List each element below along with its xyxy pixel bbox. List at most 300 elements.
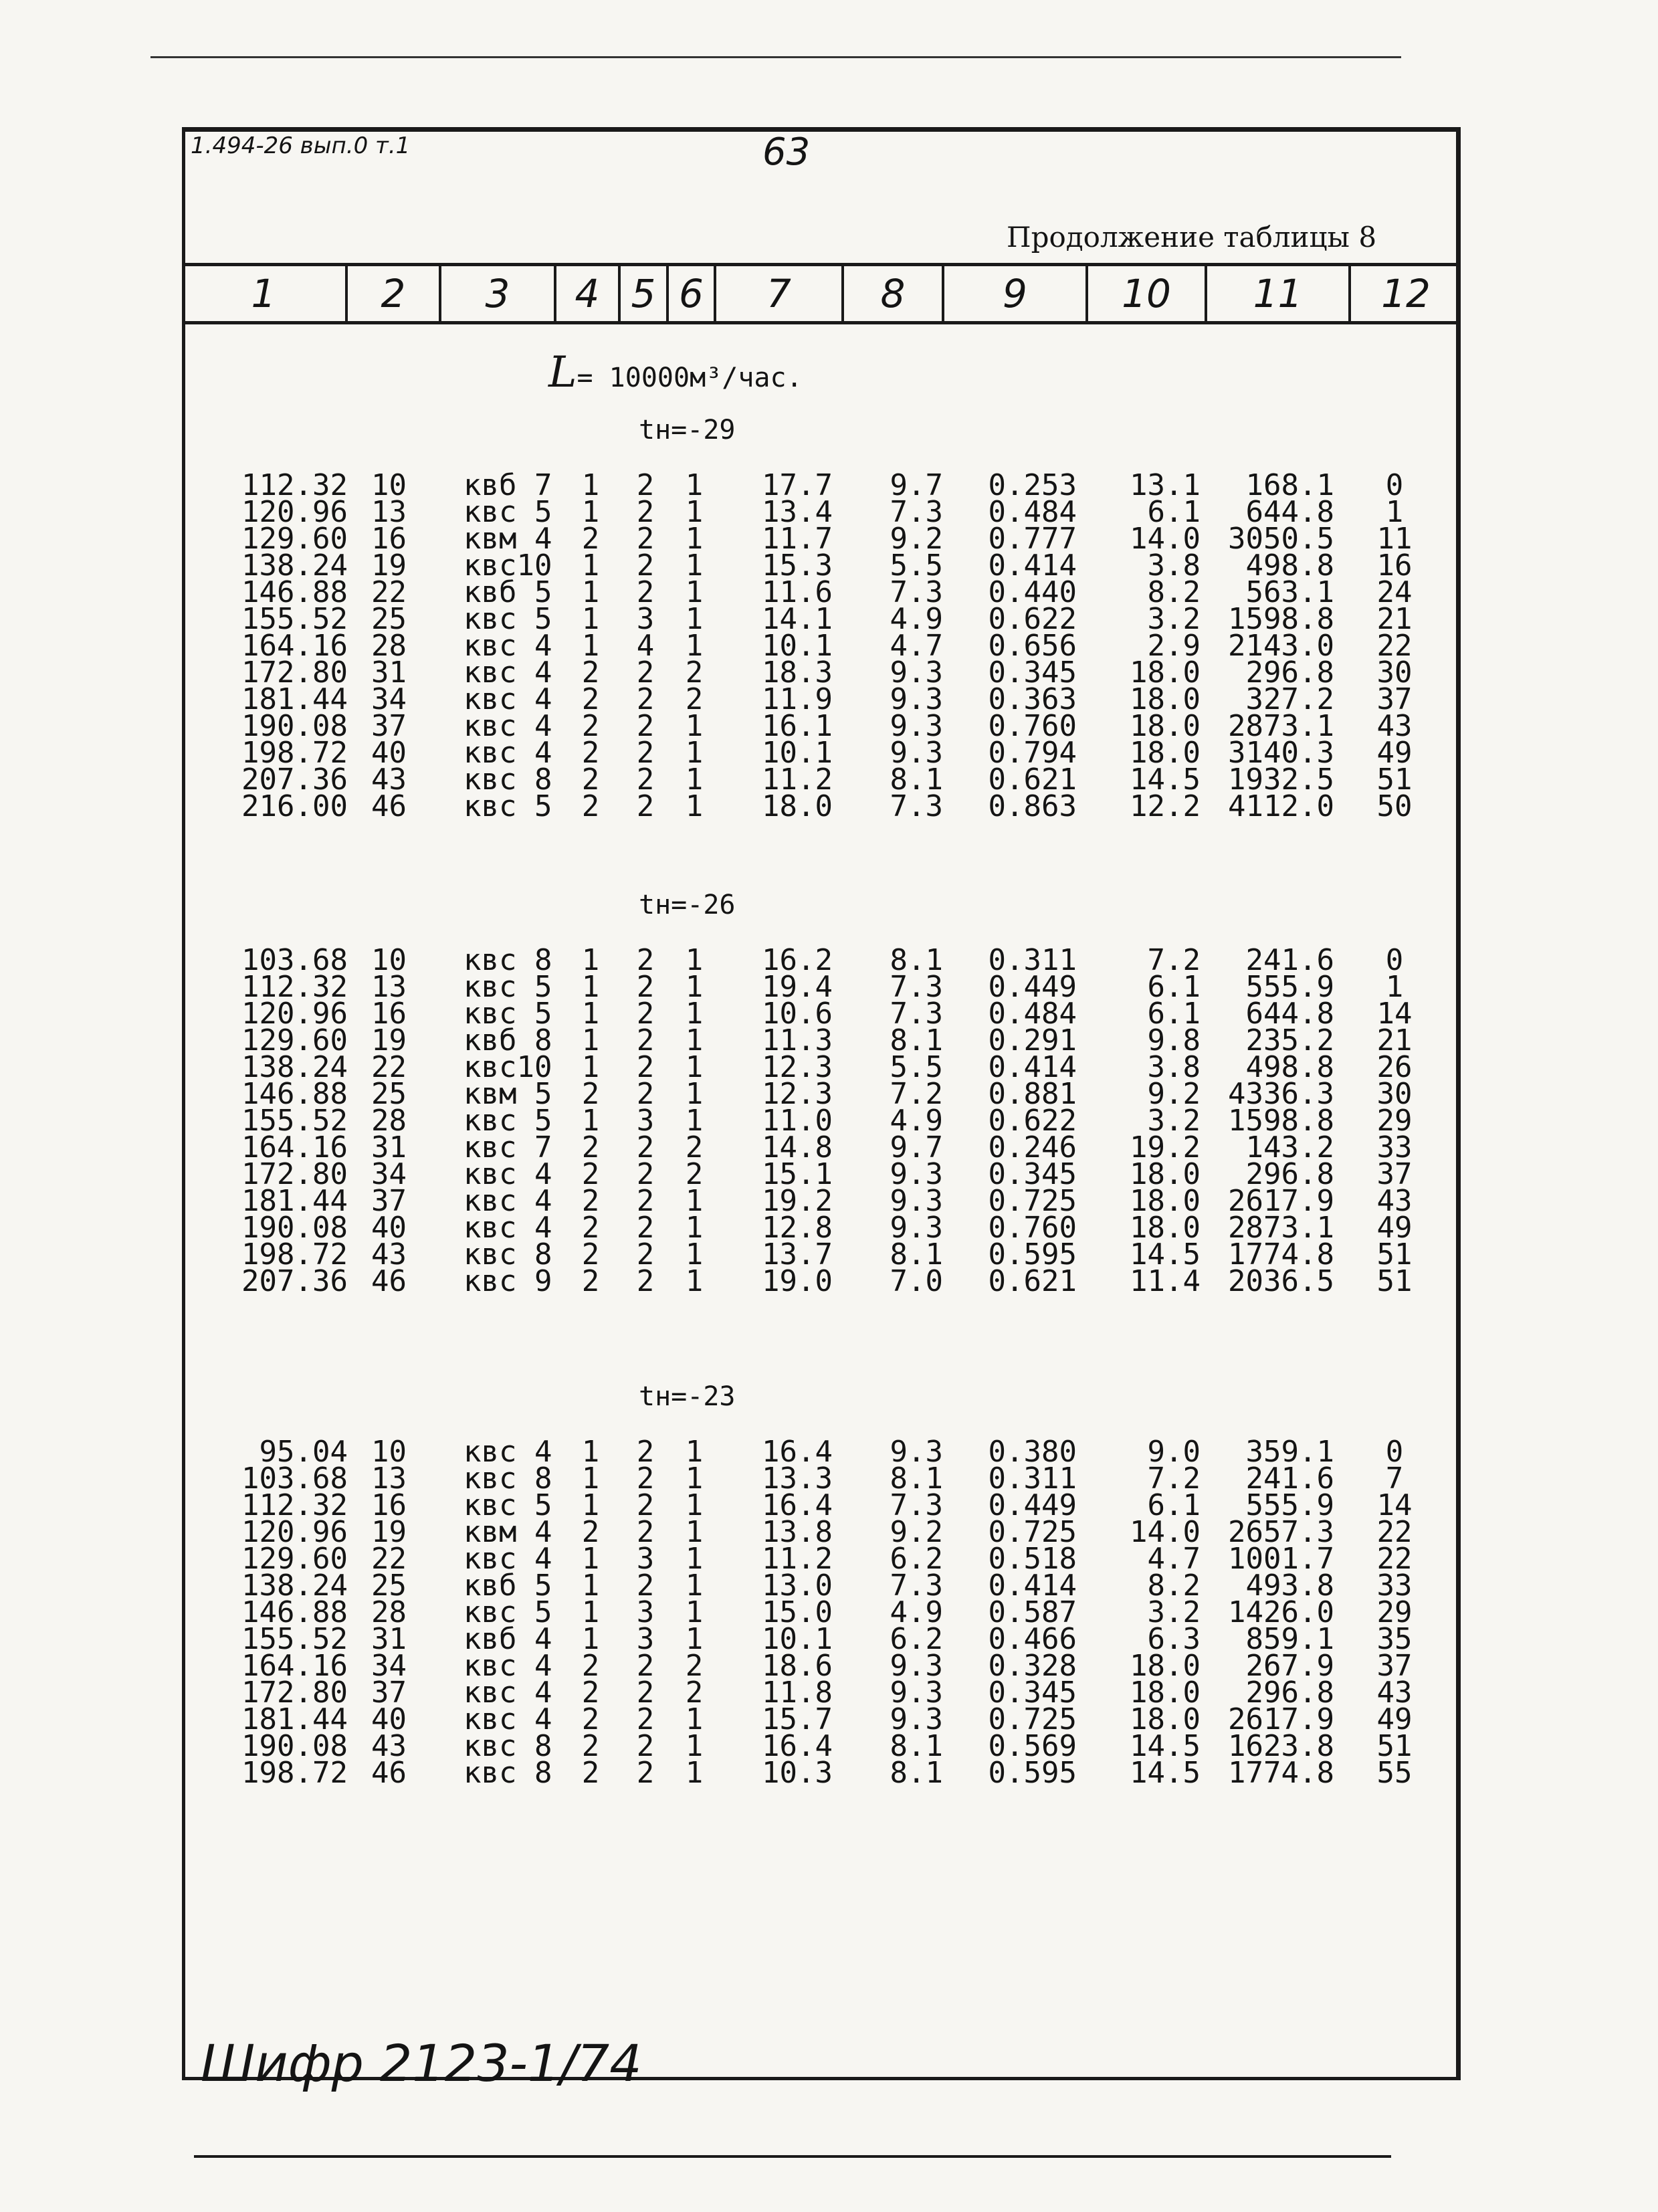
table-cell-col1: 129.60 (241, 1023, 348, 1058)
table-cell-col1: 207.36 (241, 1264, 348, 1298)
table-cell-col6: 1 (685, 1595, 704, 1629)
table-cell-col12: 43 (1376, 1676, 1413, 1710)
table-cell-col6: 1 (685, 1702, 704, 1736)
table-cell-col11: 859.1 (1245, 1622, 1334, 1656)
table-cell-col3: квс 7 (463, 1130, 552, 1165)
table-cell-col6: 1 (685, 629, 704, 663)
table-cell-col7: 19.2 (762, 1184, 833, 1218)
table-cell-col4: 2 (581, 1515, 600, 1549)
table-cell-col9: 0.311 (988, 943, 1077, 977)
table-cell-col3: квм 4 (463, 1515, 552, 1549)
table-cell-col7: 13.8 (762, 1515, 833, 1549)
table-cell-col5: 2 (636, 1023, 655, 1058)
table-cell-col8: 9.3 (890, 682, 943, 716)
table-cell-col1: 164.16 (241, 629, 348, 663)
table-cell-col3: квс 9 (463, 1264, 552, 1298)
table-cell-col8: 6.2 (890, 1622, 943, 1656)
table-cell-col8: 9.3 (890, 736, 943, 770)
table-cell-col11: 296.8 (1245, 1676, 1334, 1710)
table-cell-col3: квб 7 (463, 468, 552, 502)
table-cell-col1: 172.80 (241, 1676, 348, 1710)
table-cell-col6: 1 (685, 1184, 704, 1218)
table-cell-col2: 25 (371, 602, 407, 636)
table-cell-col8: 4.7 (890, 629, 943, 663)
table-cell-col12: 21 (1376, 1023, 1413, 1058)
table-cell-col9: 0.328 (988, 1649, 1077, 1683)
table-cell-col3: квс 4 (463, 1702, 552, 1736)
table-cell-col9: 0.449 (988, 1488, 1077, 1522)
table-cell-col11: 498.8 (1245, 548, 1334, 583)
table-cell-col2: 34 (371, 1649, 407, 1683)
table-cell-col2: 25 (371, 1077, 407, 1111)
table-cell-col6: 1 (685, 1622, 704, 1656)
table-cell-col6: 1 (685, 997, 704, 1031)
table-cell-col6: 1 (685, 1023, 704, 1058)
table-cell-col11: 327.2 (1245, 682, 1334, 716)
formula-text: = 10000м³/час. (577, 363, 803, 393)
table-cell-col7: 10.3 (762, 1756, 833, 1790)
table-cell-col5: 2 (636, 1264, 655, 1298)
table-cell-col3: квс 5 (463, 1595, 552, 1629)
table-cell-col1: 112.32 (241, 970, 348, 1004)
table-cell-col5: 2 (636, 1130, 655, 1165)
section-label: tн=-29 (639, 415, 736, 445)
table-cell-col7: 16.4 (762, 1435, 833, 1469)
table-cell-col11: 1598.8 (1228, 1104, 1334, 1138)
table-cell-col6: 2 (685, 1157, 704, 1191)
table-cell-col12: 0 (1385, 1435, 1404, 1469)
table-cell-col7: 19.4 (762, 970, 833, 1004)
table-cell-col2: 28 (371, 1104, 407, 1138)
table-cell-col6: 2 (685, 1649, 704, 1683)
table-cell-col4: 2 (581, 1157, 600, 1191)
table-cell-col6: 1 (685, 1077, 704, 1111)
table-cell-col8: 5.5 (890, 548, 943, 583)
table-cell-col7: 10.1 (762, 1622, 833, 1656)
table-cell-col9: 0.449 (988, 970, 1077, 1004)
table-cell-col1: 138.24 (241, 548, 348, 583)
table-cell-col10: 14.5 (1130, 1729, 1201, 1763)
table-cell-col12: 1 (1385, 495, 1404, 529)
table-cell-col4: 1 (581, 1050, 600, 1084)
table-cell-col11: 168.1 (1245, 468, 1334, 502)
table-cell-col4: 1 (581, 468, 600, 502)
table-cell-col11: 3140.3 (1228, 736, 1334, 770)
table-cell-col8: 9.2 (890, 1515, 943, 1549)
table-cell-col10: 18.0 (1130, 1702, 1201, 1736)
table-continuation-label: Продолжение таблицы 8 (1007, 221, 1377, 254)
table-cell-col1: 103.68 (241, 943, 348, 977)
column-header-9: 9 (944, 266, 1088, 321)
table-cell-col6: 1 (685, 970, 704, 1004)
table-cell-col2: 46 (371, 789, 407, 823)
table-cell-col5: 2 (636, 575, 655, 609)
table-cell-col2: 10 (371, 1435, 407, 1469)
table-cell-col6: 2 (685, 1676, 704, 1710)
table-cell-col5: 2 (636, 1462, 655, 1496)
table-cell-col1: 181.44 (241, 682, 348, 716)
table-cell-col2: 40 (371, 736, 407, 770)
table-cell-col11: 1426.0 (1228, 1595, 1334, 1629)
table-cell-col5: 4 (636, 629, 655, 663)
table-cell-col11: 3050.5 (1228, 522, 1334, 556)
table-cell-col12: 29 (1376, 1595, 1413, 1629)
table-cell-col8: 7.3 (890, 575, 943, 609)
table-cell-col3: квс 5 (463, 1104, 552, 1138)
table-cell-col8: 8.1 (890, 1756, 943, 1790)
table-cell-col6: 1 (685, 468, 704, 502)
table-cell-col3: квм 5 (463, 1077, 552, 1111)
table-cell-col7: 13.4 (762, 495, 833, 529)
table-cell-col2: 31 (371, 656, 407, 690)
table-cell-col10: 9.0 (1147, 1435, 1201, 1469)
table-cell-col10: 6.1 (1147, 1488, 1201, 1522)
table-cell-col11: 241.6 (1245, 943, 1334, 977)
table-cell-col12: 33 (1376, 1569, 1413, 1603)
table-cell-col8: 5.5 (890, 1050, 943, 1084)
table-cell-col8: 9.3 (890, 1676, 943, 1710)
table-cell-col6: 1 (685, 1211, 704, 1245)
table-cell-col1: 190.08 (241, 1211, 348, 1245)
table-cell-col9: 0.253 (988, 468, 1077, 502)
table-cell-col2: 22 (371, 1542, 407, 1576)
table-cell-col6: 1 (685, 1756, 704, 1790)
table-cell-col8: 7.3 (890, 997, 943, 1031)
table-cell-col4: 1 (581, 1104, 600, 1138)
table-cell-col1: 216.00 (241, 789, 348, 823)
table-cell-col5: 2 (636, 656, 655, 690)
table-cell-col12: 49 (1376, 1211, 1413, 1245)
table-cell-col7: 14.1 (762, 602, 833, 636)
cipher-signature: Шифр 2123-1/74 (201, 2033, 642, 2093)
table-cell-col9: 0.777 (988, 522, 1077, 556)
table-cell-col1: 120.96 (241, 997, 348, 1031)
table-cell-col12: 35 (1376, 1622, 1413, 1656)
table-cell-col6: 1 (685, 1104, 704, 1138)
table-cell-col10: 12.2 (1130, 789, 1201, 823)
table-cell-col9: 0.760 (988, 709, 1077, 743)
table-cell-col9: 0.595 (988, 1237, 1077, 1272)
table-cell-col4: 1 (581, 1595, 600, 1629)
table-cell-col6: 1 (685, 1050, 704, 1084)
table-cell-col5: 2 (636, 682, 655, 716)
formula-symbol: L (548, 348, 577, 397)
table-cell-col5: 2 (636, 468, 655, 502)
table-cell-col11: 2617.9 (1228, 1184, 1334, 1218)
table-cell-col3: квб 4 (463, 1622, 552, 1656)
table-cell-col1: 112.32 (241, 1488, 348, 1522)
table-cell-col1: 190.08 (241, 709, 348, 743)
table-cell-col10: 6.1 (1147, 495, 1201, 529)
table-cell-col1: 207.36 (241, 763, 348, 797)
table-cell-col8: 7.3 (890, 1488, 943, 1522)
table-cell-col12: 0 (1385, 468, 1404, 502)
column-header-10: 10 (1088, 266, 1207, 321)
table-cell-col5: 2 (636, 1435, 655, 1469)
table-cell-col2: 16 (371, 997, 407, 1031)
table-cell-col4: 1 (581, 943, 600, 977)
table-cell-col10: 14.0 (1130, 1515, 1201, 1549)
table-cell-col1: 95.04 (259, 1435, 348, 1469)
table-cell-col11: 644.8 (1245, 495, 1334, 529)
table-cell-col6: 1 (685, 1515, 704, 1549)
table-cell-col6: 1 (685, 1462, 704, 1496)
table-cell-col9: 0.725 (988, 1515, 1077, 1549)
table-cell-col5: 2 (636, 1729, 655, 1763)
table-cell-col10: 3.8 (1147, 1050, 1201, 1084)
table-cell-col3: квс 4 (463, 1435, 552, 1469)
airflow-formula (548, 348, 803, 397)
table-cell-col7: 10.1 (762, 736, 833, 770)
table-cell-col4: 1 (581, 1023, 600, 1058)
table-cell-col9: 0.760 (988, 1211, 1077, 1245)
table-cell-col1: 198.72 (241, 736, 348, 770)
table-cell-col12: 37 (1376, 1649, 1413, 1683)
table-cell-col10: 7.2 (1147, 1462, 1201, 1496)
table-cell-col11: 1932.5 (1228, 763, 1334, 797)
table-cell-col5: 2 (636, 522, 655, 556)
table-cell-col11: 235.2 (1245, 1023, 1334, 1058)
table-cell-col4: 2 (581, 682, 600, 716)
table-cell-col9: 0.621 (988, 1264, 1077, 1298)
table-cell-col2: 43 (371, 1729, 407, 1763)
table-cell-col2: 28 (371, 1595, 407, 1629)
table-cell-col5: 2 (636, 709, 655, 743)
table-cell-col3: квс 5 (463, 1488, 552, 1522)
table-cell-col1: 190.08 (241, 1729, 348, 1763)
table-cell-col10: 4.7 (1147, 1542, 1201, 1576)
table-cell-col10: 18.0 (1130, 1184, 1201, 1218)
table-cell-col1: 120.96 (241, 495, 348, 529)
table-cell-col9: 0.518 (988, 1542, 1077, 1576)
table-cell-col9: 0.863 (988, 789, 1077, 823)
table-cell-col11: 4112.0 (1228, 789, 1334, 823)
table-cell-col9: 0.794 (988, 736, 1077, 770)
table-cell-col12: 14 (1376, 1488, 1413, 1522)
table-cell-col1: 129.60 (241, 1542, 348, 1576)
table-cell-col12: 33 (1376, 1130, 1413, 1165)
table-cell-col11: 555.9 (1245, 1488, 1334, 1522)
table-cell-col11: 267.9 (1245, 1649, 1334, 1683)
table-cell-col3: квб 5 (463, 1569, 552, 1603)
table-cell-col2: 34 (371, 682, 407, 716)
table-cell-col4: 2 (581, 656, 600, 690)
table-cell-col10: 8.2 (1147, 1569, 1201, 1603)
table-cell-col10: 18.0 (1130, 656, 1201, 690)
table-cell-col12: 1 (1385, 970, 1404, 1004)
table-cell-col9: 0.622 (988, 602, 1077, 636)
table-cell-col8: 9.2 (890, 522, 943, 556)
table-cell-col2: 46 (371, 1264, 407, 1298)
table-cell-col12: 43 (1376, 1184, 1413, 1218)
table-cell-col5: 2 (636, 1157, 655, 1191)
table-cell-col9: 0.569 (988, 1729, 1077, 1763)
table-cell-col1: 103.68 (241, 1462, 348, 1496)
table-cell-col11: 493.8 (1245, 1569, 1334, 1603)
table-cell-col4: 2 (581, 1211, 600, 1245)
table-cell-col7: 12.8 (762, 1211, 833, 1245)
table-cell-col10: 7.2 (1147, 943, 1201, 977)
table-cell-col7: 11.2 (762, 763, 833, 797)
table-cell-col7: 16.1 (762, 709, 833, 743)
table-cell-col2: 10 (371, 943, 407, 977)
table-cell-col11: 2873.1 (1228, 1211, 1334, 1245)
table-cell-col1: 120.96 (241, 1515, 348, 1549)
table-cell-col1: 164.16 (241, 1130, 348, 1165)
table-cell-col3: квс 4 (463, 656, 552, 690)
table-cell-col12: 22 (1376, 1515, 1413, 1549)
table-cell-col12: 30 (1376, 1077, 1413, 1111)
table-cell-col11: 555.9 (1245, 970, 1334, 1004)
table-cell-col8: 9.3 (890, 1184, 943, 1218)
table-cell-col11: 1623.8 (1228, 1729, 1334, 1763)
table-cell-col3: квс 4 (463, 1676, 552, 1710)
table-cell-col12: 22 (1376, 1542, 1413, 1576)
table-cell-col6: 1 (685, 602, 704, 636)
table-cell-col12: 37 (1376, 1157, 1413, 1191)
table-cell-col7: 16.4 (762, 1729, 833, 1763)
table-cell-col9: 0.363 (988, 682, 1077, 716)
table-cell-col4: 1 (581, 575, 600, 609)
table-cell-col12: 24 (1376, 575, 1413, 609)
table-cell-col10: 6.3 (1147, 1622, 1201, 1656)
table-cell-col12: 16 (1376, 548, 1413, 583)
document-reference: 1.494-26 вып.0 т.1 (191, 132, 411, 159)
table-cell-col8: 9.3 (890, 1649, 943, 1683)
table-cell-col3: квс 8 (463, 1237, 552, 1272)
table-cell-col2: 19 (371, 1515, 407, 1549)
table-cell-col2: 40 (371, 1211, 407, 1245)
table-cell-col10: 3.2 (1147, 1104, 1201, 1138)
table-cell-col11: 2617.9 (1228, 1702, 1334, 1736)
table-cell-col4: 2 (581, 736, 600, 770)
table-cell-col12: 22 (1376, 629, 1413, 663)
table-cell-col5: 2 (636, 495, 655, 529)
table-cell-col5: 3 (636, 602, 655, 636)
table-cell-col6: 1 (685, 1435, 704, 1469)
column-header-7: 7 (716, 266, 844, 321)
table-cell-col6: 1 (685, 709, 704, 743)
table-cell-col1: 146.88 (241, 1077, 348, 1111)
table-cell-col11: 296.8 (1245, 656, 1334, 690)
table-cell-col3: квс 5 (463, 602, 552, 636)
table-cell-col7: 11.8 (762, 1676, 833, 1710)
page-top-rule (150, 56, 1401, 58)
table-cell-col3: квс 4 (463, 1184, 552, 1218)
table-cell-col7: 12.3 (762, 1077, 833, 1111)
table-cell-col8: 9.3 (890, 1702, 943, 1736)
table-cell-col5: 2 (636, 970, 655, 1004)
table-cell-col1: 181.44 (241, 1184, 348, 1218)
table-cell-col5: 2 (636, 1649, 655, 1683)
table-cell-col11: 359.1 (1245, 1435, 1334, 1469)
table-cell-col2: 37 (371, 709, 407, 743)
table-cell-col3: квс 8 (463, 943, 552, 977)
table-cell-col4: 1 (581, 548, 600, 583)
table-cell-col3: квс 8 (463, 763, 552, 797)
section-label: tн=-26 (639, 890, 736, 920)
table-cell-col3: квс 5 (463, 789, 552, 823)
table-cell-col7: 11.3 (762, 1023, 833, 1058)
table-cell-col9: 0.725 (988, 1702, 1077, 1736)
table-cell-col11: 4336.3 (1228, 1077, 1334, 1111)
table-cell-col6: 1 (685, 943, 704, 977)
table-cell-col8: 9.7 (890, 468, 943, 502)
table-cell-col9: 0.725 (988, 1184, 1077, 1218)
table-cell-col11: 1774.8 (1228, 1756, 1334, 1790)
table-cell-col12: 51 (1376, 1729, 1413, 1763)
table-cell-col6: 1 (685, 1488, 704, 1522)
table-cell-col5: 2 (636, 1211, 655, 1245)
table-cell-col3: квс 8 (463, 1462, 552, 1496)
table-cell-col4: 1 (581, 629, 600, 663)
table-cell-col5: 2 (636, 997, 655, 1031)
table-cell-col2: 22 (371, 575, 407, 609)
table-cell-col12: 29 (1376, 1104, 1413, 1138)
table-cell-col1: 138.24 (241, 1050, 348, 1084)
table-cell-col4: 2 (581, 1237, 600, 1272)
table-cell-col4: 1 (581, 970, 600, 1004)
table-cell-col2: 13 (371, 1462, 407, 1496)
table-cell-col3: квс 4 (463, 1211, 552, 1245)
table-cell-col5: 2 (636, 1756, 655, 1790)
table-cell-col2: 13 (371, 495, 407, 529)
table-cell-col6: 1 (685, 763, 704, 797)
table-cell-col10: 3.8 (1147, 548, 1201, 583)
table-cell-col7: 15.7 (762, 1702, 833, 1736)
table-cell-col4: 2 (581, 1184, 600, 1218)
table-cell-col3: квс10 (463, 548, 552, 583)
table-cell-col7: 18.6 (762, 1649, 833, 1683)
table-cell-col9: 0.484 (988, 997, 1077, 1031)
table-cell-col1: 181.44 (241, 1702, 348, 1736)
table-cell-col7: 18.0 (762, 789, 833, 823)
table-cell-col12: 51 (1376, 1237, 1413, 1272)
section-label: tн=-23 (639, 1381, 736, 1412)
table-cell-col4: 2 (581, 1077, 600, 1111)
table-cell-col7: 15.1 (762, 1157, 833, 1191)
table-cell-col4: 1 (581, 602, 600, 636)
table-cell-col2: 43 (371, 1237, 407, 1272)
table-cell-col8: 6.2 (890, 1542, 943, 1576)
table-cell-col8: 7.0 (890, 1264, 943, 1298)
table-cell-col3: квс 4 (463, 1157, 552, 1191)
table-cell-col7: 19.0 (762, 1264, 833, 1298)
table-cell-col7: 10.6 (762, 997, 833, 1031)
table-cell-col5: 3 (636, 1595, 655, 1629)
column-header-2: 2 (348, 266, 441, 321)
table-cell-col11: 1598.8 (1228, 602, 1334, 636)
table-cell-col10: 6.1 (1147, 970, 1201, 1004)
table-cell-col9: 0.621 (988, 763, 1077, 797)
table-cell-col11: 1774.8 (1228, 1237, 1334, 1272)
table-cell-col10: 3.2 (1147, 1595, 1201, 1629)
table-cell-col3: квс 4 (463, 709, 552, 743)
table-cell-col8: 7.3 (890, 970, 943, 1004)
table-cell-col7: 15.3 (762, 548, 833, 583)
table-cell-col8: 7.3 (890, 789, 943, 823)
table-cell-col10: 9.2 (1147, 1077, 1201, 1111)
table-cell-col9: 0.587 (988, 1595, 1077, 1629)
table-cell-col3: квс 4 (463, 1542, 552, 1576)
table-cell-col9: 0.414 (988, 548, 1077, 583)
table-cell-col3: квс 8 (463, 1729, 552, 1763)
table-cell-col11: 143.2 (1245, 1130, 1334, 1165)
table-cell-col5: 2 (636, 789, 655, 823)
table-cell-col8: 9.3 (890, 656, 943, 690)
table-cell-col12: 26 (1376, 1050, 1413, 1084)
table-cell-col9: 0.595 (988, 1756, 1077, 1790)
